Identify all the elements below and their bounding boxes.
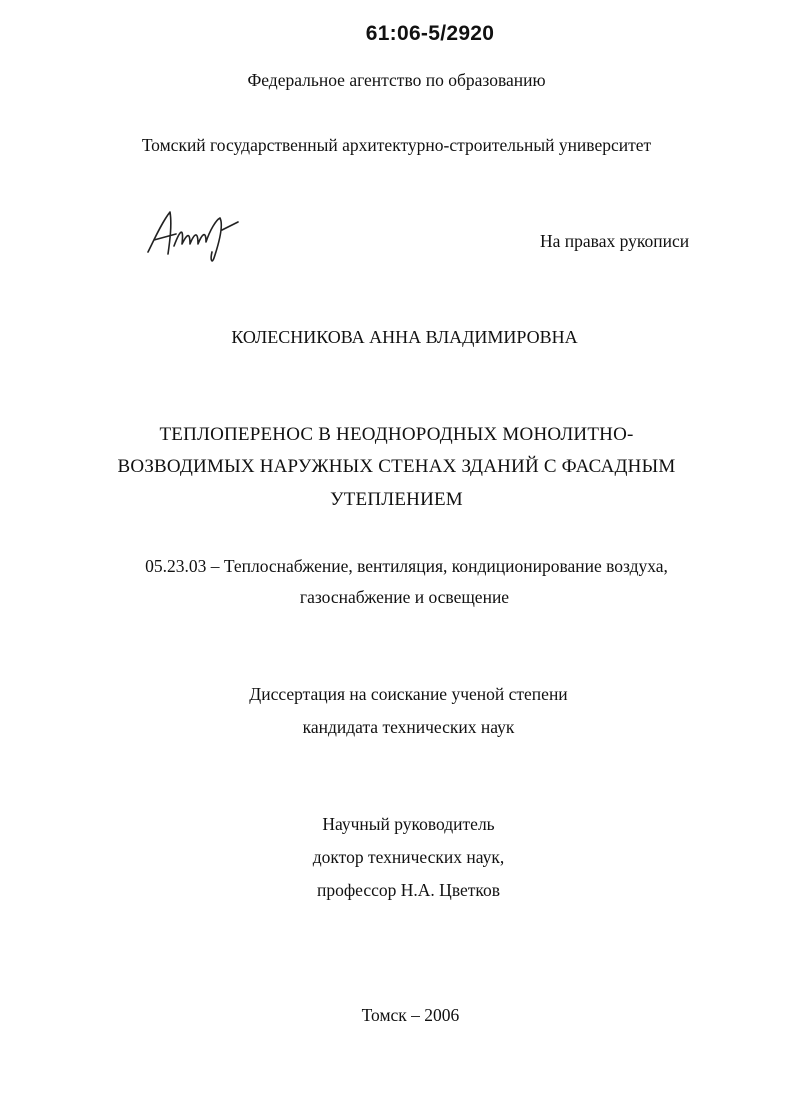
dissertation-title-line-1: ТЕПЛОПЕРЕНОС В НЕОДНОРОДНЫХ МОНОЛИТНО-	[159, 424, 634, 445]
advisor-line-2: доктор технических наук,	[312, 847, 505, 867]
degree-line-1: Диссертация на соискание ученой степени	[249, 684, 568, 704]
specialty-line-1: 05.23.03 – Теплоснабжение, вентиляция, кондиционирование воздуха,	[145, 556, 668, 576]
advisor-line-1: Научный руководитель	[322, 814, 495, 834]
specialty-line-2: газоснабжение и освещение	[299, 587, 510, 607]
advisor-line-3: профессор Н.А. Цветков	[316, 880, 501, 900]
registry-code: 61:06-5/2920	[365, 22, 495, 45]
university-name: Томский государственный архитектурно-строительный университет	[141, 135, 652, 155]
dissertation-title-line-2: ВОЗВОДИМЫХ НАРУЖНЫХ СТЕНАХ ЗДАНИЙ С ФАСАДНЫМ	[117, 456, 676, 477]
agency-name: Федеральное агентство по образованию	[247, 70, 546, 90]
signature-image	[140, 200, 280, 270]
degree-line-2: кандидата технических наук	[302, 717, 515, 737]
place-year: Томск – 2006	[361, 1005, 460, 1025]
dissertation-title-line-3: УТЕПЛЕНИЕМ	[330, 489, 463, 510]
author-name: КОЛЕСНИКОВА АННА ВЛАДИМИРОВНА	[231, 327, 578, 347]
manuscript-note: На правах рукописи	[540, 231, 690, 251]
